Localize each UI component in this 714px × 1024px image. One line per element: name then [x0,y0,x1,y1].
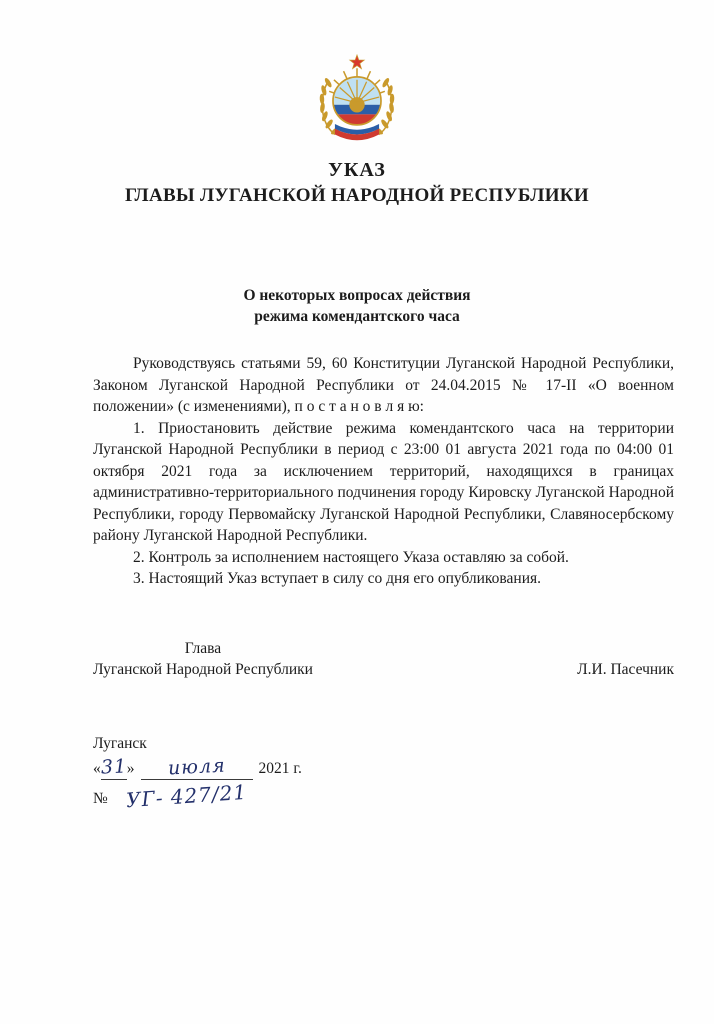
open-quote: « [93,759,101,777]
signature-block [93,638,674,681]
number-blank [112,779,262,813]
document-footer [93,733,674,813]
document-subject [0,285,714,327]
signatory-name: Л.И. Пасечник [577,661,674,678]
body-paragraph-item-1: 1. Приостановить действие режима комендантского часа на территории Луганской Народной Республики в период с 23:00 01 августа 2021 года по 04:00 01 октября 2021 года за исключением территорий, находящихся в границах административно-территориального подчинения городу Кировску Луганской Народной Республики, городу Первомайску Луганской Народной Республики, Славяносербскому району Луганской Народной Республики. [93,419,674,544]
subject-line-1: О некоторых вопросах действия [243,287,471,304]
signatory-post-line-2: Луганской Народной Республики [93,661,313,678]
body-paragraph-item-2: 2. Контроль за исполнением настоящего Указа оставляю за собой. [133,548,569,566]
subject-line-2: режима комендантского часа [254,308,460,325]
document-subtitle: ГЛАВЫ ЛУГАНСКОЙ НАРОДНОЙ РЕСПУБЛИКИ [125,185,589,206]
issue-year: 2021 г. [258,759,302,777]
issue-date-line [93,754,674,781]
signatory-post-line-1: Глава [184,639,222,657]
handwritten-month: июля [167,754,226,779]
signatory-post [93,638,313,681]
handwritten-number: УГ- 427/21 [125,779,249,813]
issue-city: Луганск [93,734,147,752]
handwritten-day: 31 [100,754,128,779]
emblem-container [0,0,714,153]
document-title: УКАЗ [328,159,386,181]
body-paragraph-preamble: Руководствуясь статьями 59, 60 Конституции Луганской Народной Республики, Законом Луганской Народной Республики от 24.04.2015 № 17-II «О военном положении» (с изменениями), п о с т а н о в л я ю: [93,355,674,415]
close-quote: » [126,759,135,777]
document-body [93,353,674,813]
lnr-coat-of-arms-icon [309,50,405,148]
number-sign: № [93,790,108,807]
date-month-blank [141,754,253,781]
date-day-blank [100,754,128,781]
document-number-line [93,779,674,813]
body-paragraph-item-3: 3. Настоящий Указ вступает в силу со дня его опубликования. [133,570,542,587]
